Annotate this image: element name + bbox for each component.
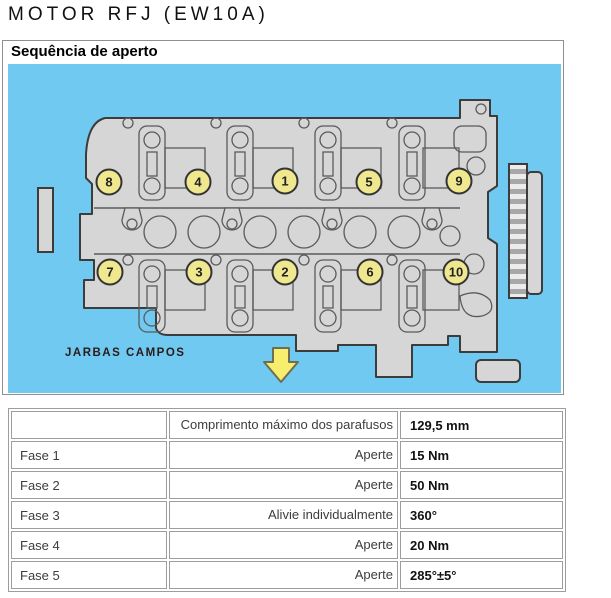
svg-text:2: 2 [281,264,289,280]
left-bracket-shape [38,188,53,252]
svg-text:10: 10 [448,264,464,280]
cylinder-head-diagram [8,64,561,393]
timing-belt-shape [509,164,527,298]
bolt-badge [444,260,469,285]
phase-cell: Fase 1 [11,441,167,469]
section-header: Sequência de aperto [11,43,158,60]
bolt-badge [97,170,122,195]
tightening-sequence-panel [2,40,564,395]
svg-text:5: 5 [365,174,373,190]
svg-text:4: 4 [194,174,202,190]
svg-text:1: 1 [281,173,289,189]
bolt-badge [98,260,123,285]
phase-cell: Fase 2 [11,471,167,499]
bolt-badge [186,170,211,195]
phase-cell: Fase 3 [11,501,167,529]
value-cell: 50 Nm [400,471,563,499]
down-arrow-icon [264,348,298,382]
value-cell: 285°±5° [400,561,563,589]
svg-text:3: 3 [195,264,203,280]
engine-body-shape [80,100,497,377]
table-row [11,531,563,559]
table-row [11,561,563,589]
svg-text:8: 8 [105,174,113,190]
bolt-badge [187,260,212,285]
action-cell: Comprimento máximo dos parafusos [169,411,398,439]
bolt-badge [358,260,383,285]
bolt-badge [273,169,298,194]
bolt-badge [357,170,382,195]
engine-drawing [8,64,561,393]
table-row [11,501,563,529]
torque-spec-table [8,408,566,592]
table-row [11,471,563,499]
action-cell: Aperte [169,531,398,559]
table-row [11,441,563,469]
watermark-text: JARBAS CAMPOS [65,347,186,359]
action-cell: Aperte [169,441,398,469]
table-row [11,411,563,439]
bolt-badge [273,260,298,285]
value-cell: 15 Nm [400,441,563,469]
value-cell: 360° [400,501,563,529]
phase-cell: Fase 5 [11,561,167,589]
svg-text:6: 6 [366,264,374,280]
svg-text:7: 7 [106,264,114,280]
value-cell: 20 Nm [400,531,563,559]
bolt-badge [447,169,472,194]
value-cell: 129,5 mm [400,411,563,439]
svg-text:9: 9 [455,173,463,189]
page-title: MOTOR RFJ (EW10A) [8,4,269,25]
action-cell: Alivie individualmente [169,501,398,529]
action-cell: Aperte [169,471,398,499]
phase-cell: Fase 4 [11,531,167,559]
belt-backplate-shape [527,172,542,294]
engine-foot-shape [476,360,520,382]
action-cell: Aperte [169,561,398,589]
phase-cell [11,411,167,439]
